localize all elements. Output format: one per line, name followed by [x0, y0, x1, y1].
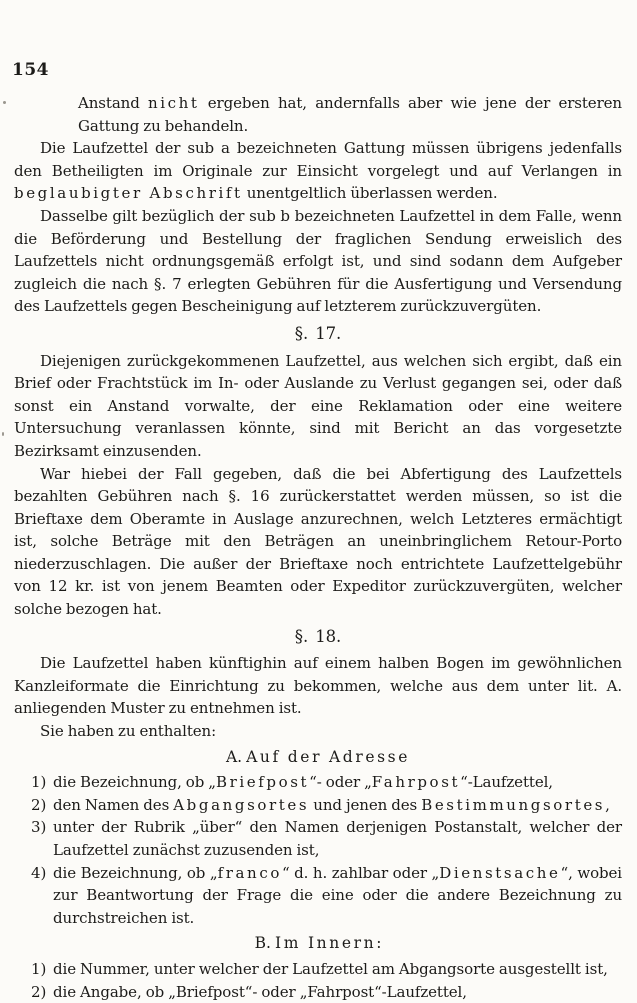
- section-heading: [14, 626, 622, 649]
- text-run: War hiebei der Fall gegeben, daß die bei Abfertigung des Laufzettels bezahlten Gebühren nach §. 16 zurückerstattet werden müssen, so ist die Brieftaxe dem Oberamte in Auslage anzurechnen, welch Letzteres ermächtigt ist, solche Beträge mit den Beträgen an uneinbringlichem Retour-Porto niederzuschlagen. Die außer der Brieftaxe noch entrichtete Laufzettelgebühr von 12 kr. ist von jenem Beamten oder Expeditor zurückzuvergüten, welcher solche bezogen hat.: [14, 464, 622, 619]
- list-marker: 4): [31, 863, 47, 882]
- text-run: §. 18.: [294, 626, 342, 646]
- paragraph: [14, 350, 622, 463]
- subheading: [14, 932, 622, 955]
- subheading: [14, 746, 622, 769]
- text-run: B.: [254, 934, 276, 953]
- text-run: ,: [605, 795, 610, 814]
- list-item: [14, 958, 622, 981]
- text-run: unentgeltlich überlassen werden.: [242, 184, 498, 203]
- text-run: Diejenigen zurückgekommenen Laufzettel, aus welchen sich ergibt, daß ein Brief oder Frachtstück im In- oder Auslande zu Verlust gegangen sei, oder daß sonst ein Anstand vorwalte, der eine Reklamation oder eine weitere Untersuchung veranlassen könnte, sind mit Bericht an das vorgesetzte Bezirksamt einzusenden.: [14, 351, 622, 460]
- text-run: Sie haben zu enthalten:: [40, 722, 217, 741]
- emphasized-text: Dienstsache: [439, 863, 561, 882]
- text-run: :: [376, 934, 382, 953]
- list-marker: 2): [31, 795, 47, 814]
- paragraph: [14, 720, 622, 743]
- list-item: [14, 862, 622, 930]
- text-run: den Namen des: [53, 795, 174, 814]
- emphasized-text: Abgangsortes: [173, 795, 310, 814]
- text-run: Die Laufzettel der sub a bezeichneten Gattung müssen übrigens jedenfalls den Betheiligten im Originale zur Einsicht vorgelegt und auf Verlangen in: [14, 139, 622, 180]
- list-item: [14, 771, 622, 794]
- paragraph: [14, 652, 622, 720]
- list-item: [14, 794, 622, 817]
- text-run: Die Laufzettel haben künftighin auf einem halben Bogen im gewöhnlichen Kanzleiformate die Einrichtung zu bekommen, welche aus dem unter lit. A. anliegenden Muster zu entnehmen ist.: [14, 654, 622, 718]
- text-run: “, wobei zur Beantwortung der Frage die eine oder die andere Bezeichnung zu durchstreichen ist.: [53, 863, 623, 927]
- text-run: die Angabe, ob „Briefpost“- oder „Fahrpost“-Laufzettel,: [53, 982, 467, 1001]
- paragraph: [14, 205, 622, 318]
- page-number: 154: [12, 60, 49, 80]
- text-run: “- oder „: [309, 773, 372, 792]
- scan-speckle: [3, 101, 6, 104]
- text-run: Anstand: [78, 94, 148, 112]
- text-run: die Nummer, unter welcher der Laufzettel am Abgangsorte ausgestellt ist,: [53, 959, 608, 978]
- scan-speckle: [2, 432, 4, 436]
- emphasized-text: Im Innern: [275, 934, 377, 953]
- emphasized-text: Fahrpost: [371, 773, 461, 792]
- paragraph: [14, 463, 622, 621]
- list-item: [14, 816, 622, 861]
- text-run: A.: [225, 747, 247, 766]
- emphasized-text: Auf der Adresse: [246, 747, 410, 766]
- emphasized-text: Briefpost: [215, 773, 310, 792]
- list-marker: 2): [31, 982, 47, 1001]
- emphasized-text: franco: [217, 863, 282, 882]
- text-run: unter der Rubrik „über“ den Namen derjenigen Postanstalt, welcher der Laufzettel zunächst zuzusenden ist,: [53, 818, 622, 859]
- text-run: Dasselbe gilt bezüglich der sub b bezeichneten Laufzettel in dem Falle, wenn die Beförderung und Bestellung der fraglichen Sendung erweislich des Laufzettels nicht ordnungsgemäß erfolgt ist, und sind sodann dem Aufgeber zugleich die nach §. 7 erlegten Gebühren für die Ausfertigung und Versendung des Laufzettels gegen Bescheinigung auf letzterem zurückzuvergüten.: [14, 206, 622, 316]
- paragraph: [14, 137, 622, 205]
- text-run: die Bezeichnung, ob „: [53, 773, 216, 792]
- section-heading: [14, 323, 622, 346]
- text-run: und jenen des: [309, 795, 422, 814]
- list-marker: 3): [31, 818, 47, 837]
- list-marker: 1): [31, 773, 47, 792]
- continuation-paragraph: [78, 92, 622, 137]
- list-item: [14, 981, 622, 1003]
- text-run: “-Laufzettel,: [460, 773, 553, 792]
- text-run: ergeben hat, andernfalls aber wie jene der ersteren Gattung zu behandeln.: [78, 94, 622, 135]
- emphasized-text: nicht: [147, 94, 200, 112]
- emphasized-text: beglaubigter Abschrift: [14, 184, 243, 203]
- text-run: “ d. h. zahlbar oder „: [281, 863, 440, 882]
- emphasized-text: Bestimmungsortes: [421, 795, 606, 814]
- page-body: [14, 92, 622, 1003]
- text-run: §. 17.: [294, 323, 342, 343]
- list-marker: 1): [31, 959, 47, 978]
- text-run: die Bezeichnung, ob „: [53, 863, 218, 882]
